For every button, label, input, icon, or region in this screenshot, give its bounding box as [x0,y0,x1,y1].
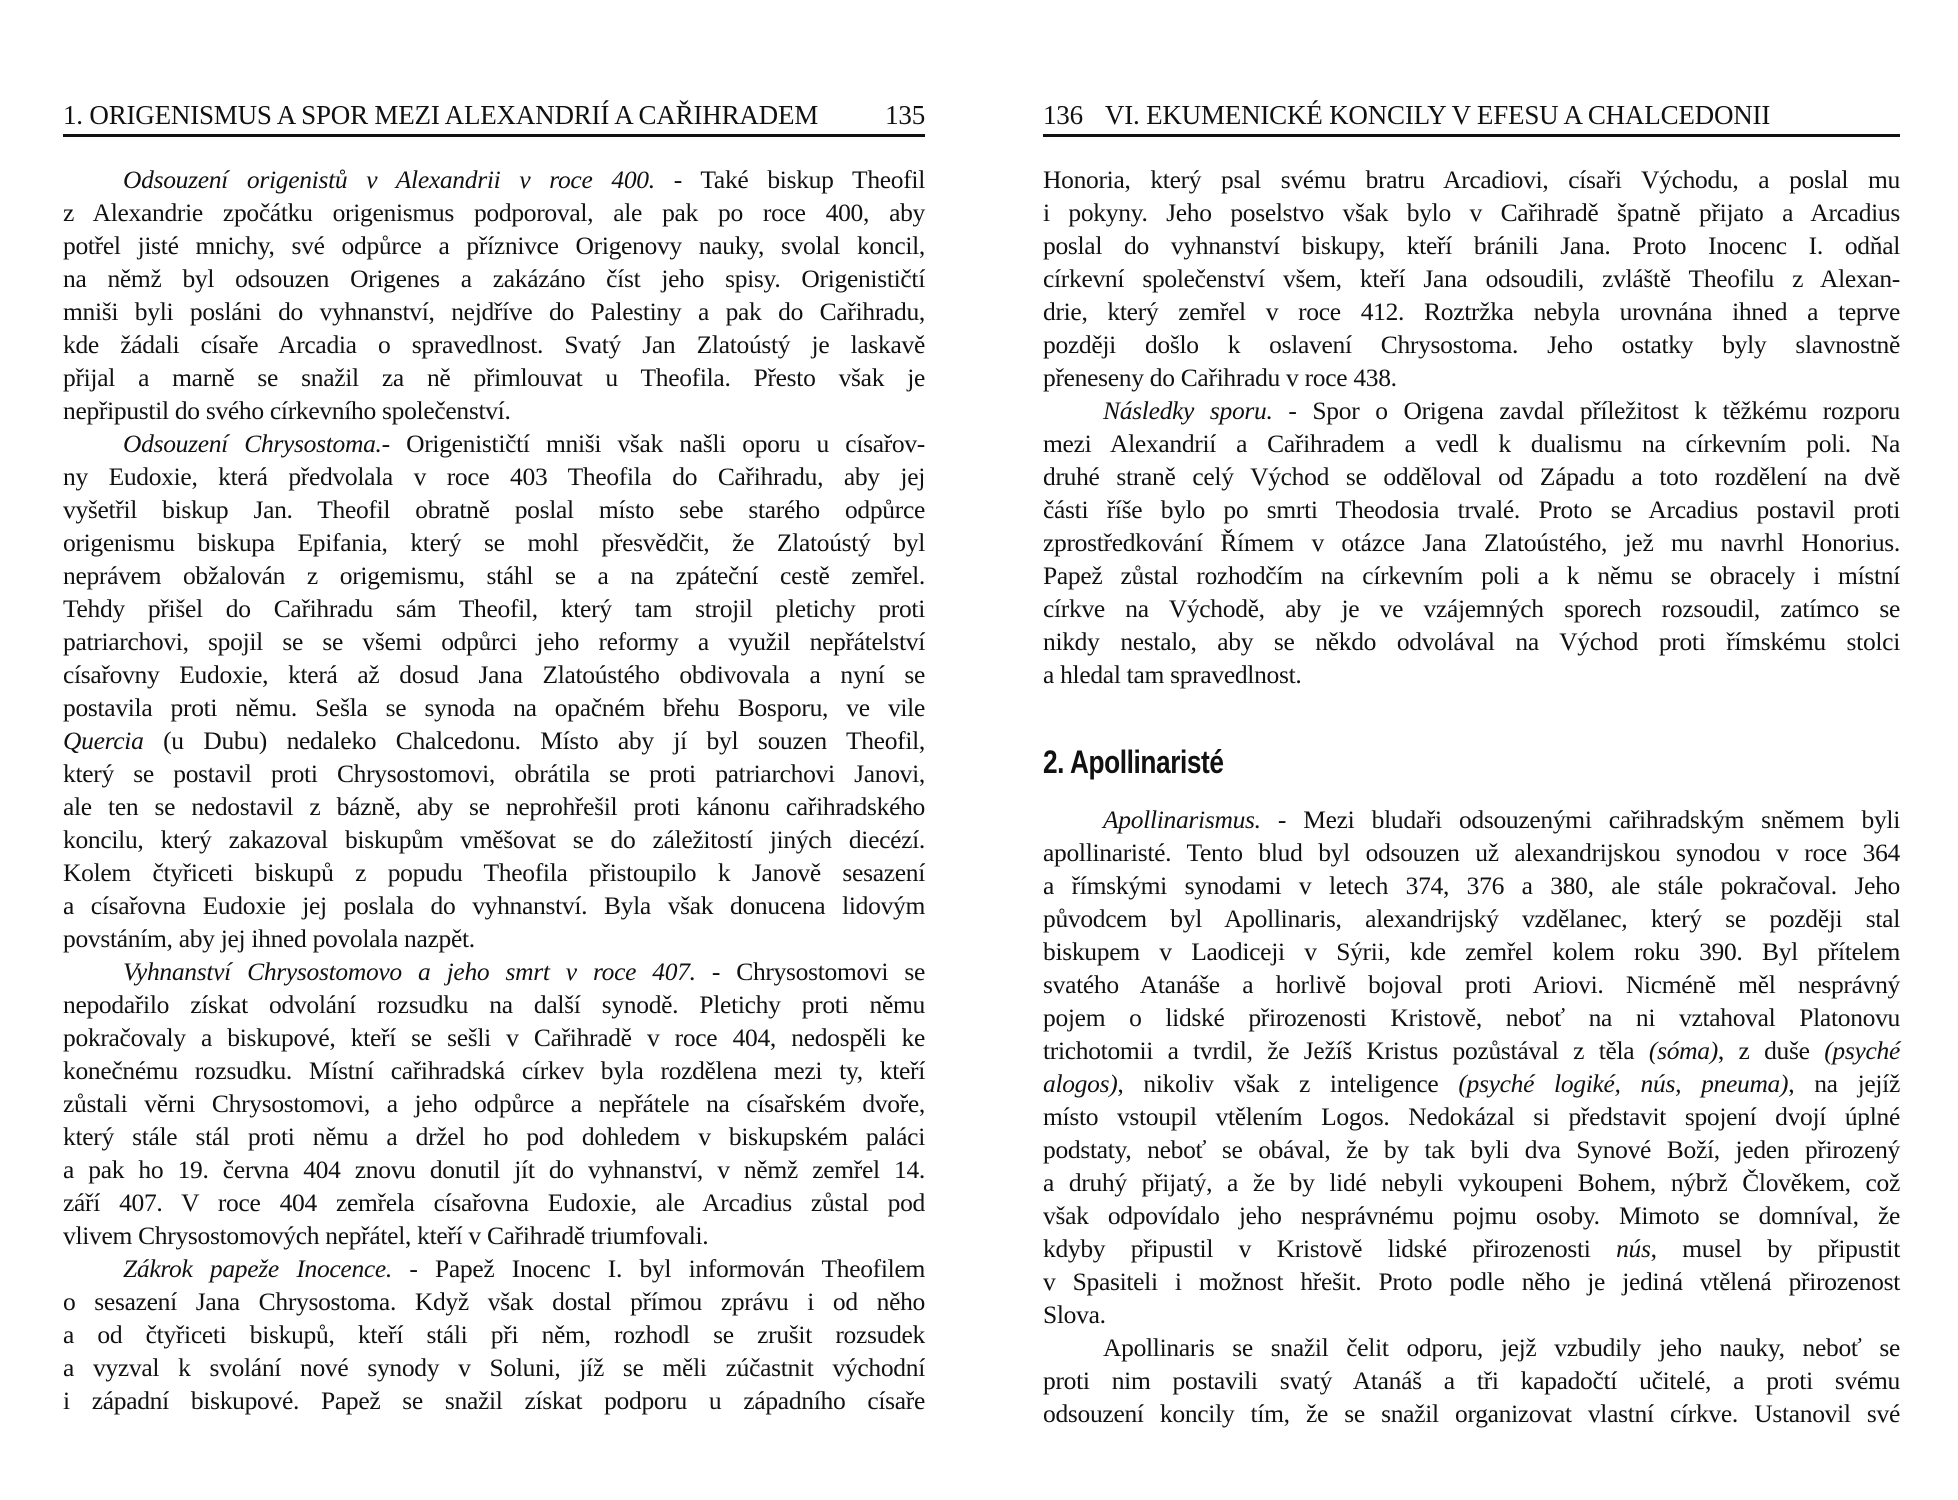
text-line: přijal a marně se snažil za ně přimlouvat u Theofila. Přesto však je [63,363,925,392]
text-line: svatého Atanáše a horlivě bojoval proti Ariovi. Nicméně měl nesprávný [1043,970,1900,999]
text-line: povstáním, aby jej ihned povolala nazpět. [63,924,475,953]
section-heading: 2. Apollinaristé [1043,744,1224,780]
text-line: však odpovídalo jeho nesprávnému pojmu osoby. Mimoto se domníval, že [1043,1201,1900,1230]
chapter-title: VI. EKUMENICKÉ KONCILY V EFESU A CHALCEDONII [1104,100,1771,130]
text-line: nepodařilo získat odvolání rozsudku na další synodě. Pletichy proti němu [63,990,925,1019]
text-line: místo vstoupil vtělením Logos. Nedokázal si představit spojení dvojí úplné [1043,1102,1900,1131]
text-line: potřel jisté mnichy, své odpůrce a příznivce Origenovy nauky, svolal koncil, [63,231,925,260]
text-line: apollinaristé. Tento blud byl odsouzen už alexandrijskou synodou v roce 364 [1043,838,1900,867]
text-line: podstaty, neboť se obával, že by tak byli dva Synové Boží, jeden přirozený [1043,1135,1900,1164]
text-line: Kolem čtyřiceti biskupů z popudu Theofila přistoupilo k Janově sesazení [63,858,925,887]
text-line: v Spasiteli i možnost hřešit. Proto podle něho je jediná vtělená přirozenost [1043,1267,1900,1296]
page-number: 136 [1043,100,1083,130]
text-line: církevní společenství všem, kteří Jana odsoudili, zvláště Theofilu z Alexan- [1043,264,1900,293]
text-line: Papež zůstal rozhodčím na církevním poli a k němu se obracely i místní [1043,561,1900,590]
text-line: a pak ho 19. června 404 znovu donutil jít do vyhnanství, v němž zemřel 14. [63,1155,925,1184]
text-line: září 407. V roce 404 zemřela císařovna Eudoxie, ale Arcadius zůstal pod [63,1188,925,1217]
text-line: poslal do vyhnanství biskupy, kteří bránili Jana. Proto Inocenc I. odňal [1043,231,1900,260]
text-line: i západní biskupové. Papež se snažil získat podporu u západního císaře [63,1386,925,1415]
running-head-left [63,98,925,137]
paragraph-lead: Zákrok papeže Inocence. [123,1254,393,1283]
text-line: proti nim postavili svatý Atanáš a tři kapadočtí učitelé, a proti svému [1043,1366,1900,1395]
text-line: drie, který zemřel v roce 412. Roztržka nebyla urovnána ihned a teprve [1043,297,1900,326]
text-line: Následky sporu. - Spor o Origena zavdal příležitost k těžkému rozporu [1103,396,1900,425]
text-line: i pokyny. Jeho poselstvo však bylo v Cařihradě špatně přijato a Arcadius [1043,198,1900,227]
text-line: patriarchovi, spojil se se všemi odpůrci jeho reformy a využil nepřátelství [63,627,925,656]
text-line: Quercia (u Dubu) nedaleko Chalcedonu. Místo aby jí byl souzen Theofil, [63,726,925,755]
text-line: neprávem obžalován z origemismu, stáhl se a na zpáteční cestě zemřel. [63,561,925,590]
text-line: odsouzení koncily tím, že se snažil organizovat vlastní církve. Ustanovil své [1043,1399,1900,1428]
text-line: kdyby připustil v Kristově lidské přirozenosti nús, musel by připustit [1043,1234,1900,1263]
text-line: pojem o lidské přirozenosti Kristově, neboť na ni vztahoval Platonovu [1043,1003,1900,1032]
text-line: později došlo k oslavení Chrysostoma. Jeho ostatky byly slavnostně [1043,330,1900,359]
paragraph-lead: Odsouzení origenistů v Alexandrii v roce 400. [123,165,655,194]
text-line: koncilu, který zakazoval biskupům vměšovat se do záležitostí jiných diecézí. [63,825,925,854]
text-line: a císařovna Eudoxie jej poslala do vyhnanství. Byla však donucena lidovým [63,891,925,920]
text-line: nikdy nestalo, aby se někdo odvolával na Východ proti římskému stolci [1043,627,1900,656]
text-line: který se postavil proti Chrysostomovi, obrátila se proti patriarchovi Janovi, [63,759,925,788]
text-line: Apollinarismus. - Mezi bludaři odsouzenými cařihradským sněmem byli [1103,805,1900,834]
text-line: Vyhnanství Chrysostomovo a jeho smrt v roce 407. - Chrysostomovi se [123,957,925,986]
body-text-left [63,163,925,1417]
text-line: alogos), nikoliv však z inteligence (psyché logiké, nús, pneuma), na jejíž [1043,1069,1900,1098]
text-line: který stále stál proti němu a držel ho pod dohledem v biskupském paláci [63,1122,925,1151]
text-line: Odsouzení origenistů v Alexandrii v roce 400. - Také biskup Theofil [123,165,926,194]
text-line: Apollinaris se snažil čelit odporu, jejž vzbudily jeho nauky, neboť se [1103,1333,1900,1362]
paragraph-lead: Apollinarismus. [1103,805,1261,834]
text-line: trichotomii a tvrdil, že Ježíš Kristus pozůstával z těla (sóma), z duše (psyché [1043,1036,1900,1065]
text-line: z Alexandrie zpočátku origenismus podporoval, ale pak po roce 400, aby [63,198,925,227]
text-line: Tehdy přišel do Cařihradu sám Theofil, který tam strojil pletichy proti [63,594,925,623]
text-line: části říše bylo po smrti Theodosia trvalé. Proto se Arcadius postavil proti [1043,495,1900,524]
text-line: ale ten se nedostavil z bázně, aby se neprohřešil proti kánonu cařihradského [63,792,925,821]
text-line: biskupem v Laodiceji v Sýrii, kde zemřel kolem roku 390. Byl přítelem [1043,937,1900,966]
text-line: přeneseny do Cařihradu v roce 438. [1043,363,1397,392]
text-line: o sesazení Jana Chrysostoma. Když však dostal přímou zprávu i od něho [63,1287,925,1316]
running-head-right [1043,98,1900,137]
text-line: zprostředkování Římem v otázce Jana Zlatoústého, jež mu navrhl Honorius. [1043,528,1900,557]
page-number: 135 [885,100,925,130]
text-line: a druhý přijatý, a že by lidé nebyli vykoupeni Bohem, nýbrž Člověkem, což [1043,1168,1900,1197]
text-line: Zákrok papeže Inocence. - Papež Inocenc I. byl informován Theofilem [123,1254,925,1283]
text-line: ny Eudoxie, která předvolala v roce 403 Theofila do Cařihradu, aby jej [63,462,925,491]
text-line: vyšetřil biskup Jan. Theofil obratně poslal místo sebe starého odpůrce [63,495,925,524]
paragraph-lead: Odsouzení Chrysostoma. [123,429,382,458]
text-line: konečnému rozsudku. Místní cařihradská církev byla rozdělena mezi ty, kteří [63,1056,925,1085]
body-text-right [1043,163,1900,691]
text-line: nepřipustil do svého církevního společenství. [63,396,511,425]
text-line: kde žádali císaře Arcadia o spravedlnost. Svatý Jan Zlatoústý je laskavě [63,330,925,359]
text-line: origenismu biskupa Epifania, který se mohl přesvědčit, že Zlatoústý byl [63,528,925,557]
text-line: církve na Východě, aby je ve vzájemných sporech rozsoudil, zatímco se [1043,594,1900,623]
text-line: mezi Alexandrií a Cařihradem a vedl k dualismu na církevním poli. Na [1043,429,1900,458]
text-line: Slova. [1043,1300,1106,1329]
text-line: původcem byl Apollinaris, alexandrijský vzdělanec, který se později stal [1043,904,1900,933]
chapter-title: 1. ORIGENISMUS A SPOR MEZI ALEXANDRIÍ A CAŘIHRADEM [63,100,819,130]
paragraph-lead: Vyhnanství Chrysostomovo a jeho smrt v roce 407. [123,957,696,986]
text-line: Odsouzení Chrysostoma.- Origenističtí mniši však našli oporu u císařov- [123,429,926,458]
paragraph-lead: Následky sporu. [1103,396,1273,425]
text-line: Honoria, který psal svému bratru Arcadiovi, císaři Východu, a poslal mu [1043,165,1900,194]
text-line: na němž byl odsouzen Origenes a zakázáno číst jeho spisy. Origenističtí [63,264,925,293]
body-text-right-section [1043,803,1900,1430]
text-line: druhé straně celý Východ se odděloval od Západu a toto rozdělení na dvě [1043,462,1900,491]
text-line: pokračovaly a biskupové, kteří se sešli v Cařihradě v roce 404, nedospěli ke [63,1023,925,1052]
text-line: a od čtyřiceti biskupů, kteří stáli při něm, rozhodl se zrušit rozsudek [63,1320,925,1349]
text-line: a vyzval k svolání nové synody v Soluni, jíž se měli zúčastnit východní [63,1353,925,1382]
text-line: císařovny Eudoxie, která až dosud Jana Zlatoústého obdivovala a nyní se [63,660,925,689]
text-line: mniši byli posláni do vyhnanství, nejdříve do Palestiny a pak do Cařihradu, [63,297,925,326]
text-line: a hledal tam spravedlnost. [1043,660,1302,689]
text-line: zůstali věrni Chrysostomovi, a jeho odpůrce a nepřátele na císařském dvoře, [63,1089,925,1118]
text-line: postavila proti němu. Sešla se synoda na opačném břehu Bosporu, ve vile [63,693,925,722]
text-line: a římskými synodami v letech 374, 376 a 380, ale stále pokračoval. Jeho [1043,871,1900,900]
text-line: vlivem Chrysostomových nepřátel, kteří v Cařihradě triumfovali. [63,1221,709,1250]
